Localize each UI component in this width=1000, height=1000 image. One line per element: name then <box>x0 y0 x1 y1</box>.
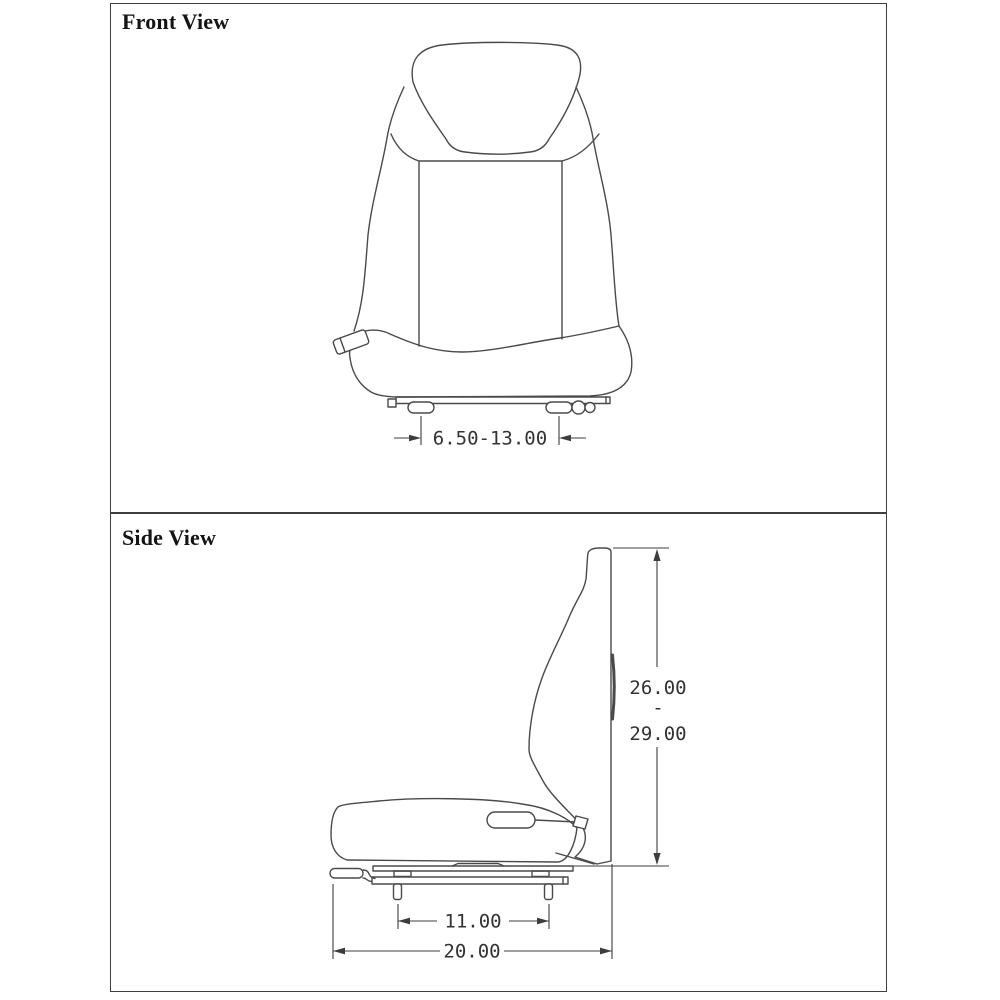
suspension-base <box>330 864 573 900</box>
height-max-label: 29.00 <box>629 723 687 745</box>
front-view-title: Front View <box>122 9 230 34</box>
arrowhead-left-icon <box>398 918 410 925</box>
mounting-foot-right <box>546 402 572 413</box>
side-view-title: Side View <box>122 525 217 550</box>
recline-hinge-line <box>556 853 594 864</box>
slide-lever <box>487 812 588 829</box>
backrest-left-edge <box>354 87 404 331</box>
left-shoulder-seam <box>391 134 419 161</box>
roller-knob <box>572 401 595 414</box>
rail-tab-left <box>394 871 411 877</box>
arrowhead-down-icon <box>653 853 660 865</box>
lever-body <box>332 329 369 355</box>
front-width-dimension-label: 6.50-13.00 <box>432 427 548 450</box>
stud-spacing-dimension <box>398 904 549 933</box>
backrest-trim-strip <box>613 655 615 719</box>
height-range-separator: - <box>652 697 664 719</box>
arrowhead-right-icon <box>537 918 549 925</box>
height-min-label: 26.00 <box>629 677 687 699</box>
arrowhead-left-icon <box>559 435 571 442</box>
cushion-side-profile <box>331 799 577 862</box>
base-length-label: 20.00 <box>443 940 501 963</box>
back-insert-panel <box>419 161 562 346</box>
bracket-connector <box>363 870 375 882</box>
arrowhead-right-icon <box>409 435 421 442</box>
front-width-dimension <box>394 416 586 450</box>
mounting-stud-right <box>545 884 553 900</box>
seat-cushion-outline <box>350 326 632 397</box>
backrest-height-dimension <box>573 548 687 866</box>
lever-handle <box>487 812 535 828</box>
adjustment-lever <box>332 329 369 355</box>
lever-clamp <box>573 816 588 829</box>
rail-left-cap <box>388 399 396 407</box>
lower-rail <box>372 877 568 884</box>
rail-tab-right <box>532 871 549 877</box>
mounting-stud-left <box>394 884 402 900</box>
arrowhead-left-icon <box>333 948 345 955</box>
mounting-foot-left <box>408 402 434 413</box>
arrowhead-right-icon <box>600 948 612 955</box>
arrowhead-up-icon <box>653 549 660 561</box>
backrest-right-edge <box>576 87 619 326</box>
cushion-top-seam <box>365 326 619 352</box>
stud-spacing-label: 11.00 <box>444 910 502 933</box>
headrest-outline <box>412 42 580 154</box>
upper-rail <box>373 866 573 871</box>
front-view-drawing <box>332 42 631 449</box>
side-view-drawing <box>330 548 687 963</box>
front-bracket <box>330 869 363 879</box>
backrest-side-profile <box>529 548 611 864</box>
